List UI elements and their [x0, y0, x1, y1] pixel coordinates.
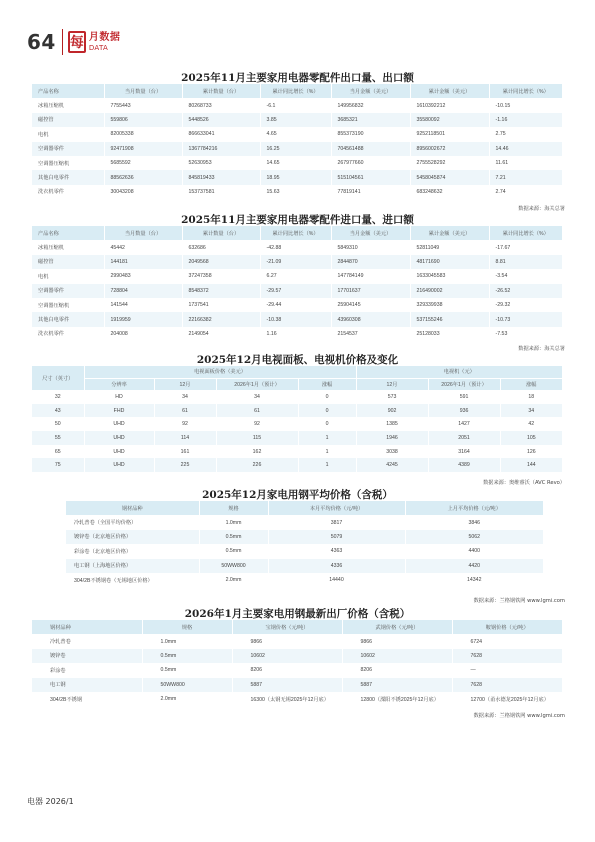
table-cell: 3038 — [356, 445, 428, 459]
table-cell: 34 — [500, 404, 562, 418]
table-cell: 0.5mm — [142, 663, 232, 677]
column-header: 累计金额（美元） — [410, 226, 489, 240]
table-cell: 92 — [154, 417, 216, 431]
column-header: 累计数量（台） — [182, 84, 260, 98]
table-cell: 149956832 — [331, 98, 410, 112]
table-cell: 1946 — [356, 431, 428, 445]
column-header: 鞍钢价格（元/吨） — [452, 620, 562, 634]
column-header: 规格 — [142, 620, 232, 634]
header-divider — [62, 29, 63, 55]
table-cell: 磁控管 — [32, 113, 104, 127]
table-row — [32, 284, 562, 298]
logo-en: DATA — [88, 43, 109, 52]
column-header: 上月平均价格（元/吨） — [405, 501, 543, 515]
table-cell: -6.1 — [260, 98, 331, 112]
table-cell: 43960308 — [331, 312, 410, 326]
table-cell: -10.15 — [489, 98, 562, 112]
size-header: 尺寸（英寸） — [32, 366, 84, 390]
table-cell: 52811049 — [410, 240, 489, 254]
table-cell: 866633041 — [182, 127, 260, 141]
table-cell: UHD — [84, 431, 154, 445]
table-cell: 42 — [500, 417, 562, 431]
table-cell: 4420 — [405, 559, 543, 573]
table-cell: 515104561 — [331, 170, 410, 184]
table-cell: 144 — [500, 458, 562, 472]
table-cell: 573 — [356, 390, 428, 404]
table-cell: 1 — [298, 458, 356, 472]
table-cell: 226 — [216, 458, 298, 472]
table-cell: 5887 — [232, 678, 342, 692]
steel-avg-price-table — [66, 501, 543, 587]
table-cell: 4.65 — [260, 127, 331, 141]
table-cell: 10602 — [342, 649, 452, 663]
table-cell: 4245 — [356, 458, 428, 472]
table-cell: 61 — [154, 404, 216, 418]
table-cell: 4336 — [268, 559, 405, 573]
table-cell: 1633045583 — [410, 269, 489, 283]
table-cell: 1427 — [428, 417, 500, 431]
table-cell: 704561488 — [331, 142, 410, 156]
table-cell: 2.74 — [489, 185, 562, 199]
table-cell: 空调器零件 — [32, 142, 104, 156]
table-cell: 114 — [154, 431, 216, 445]
table-cell: 728804 — [104, 284, 182, 298]
logo-cn: 月数据 — [88, 31, 121, 43]
column-header: 本月平均价格（元/吨） — [268, 501, 405, 515]
table-cell: -7.53 — [489, 327, 562, 341]
table-cell: 162 — [216, 445, 298, 459]
table-cell: 936 — [428, 404, 500, 418]
column-header: 涨幅 — [500, 378, 562, 390]
table-cell: 92471908 — [104, 142, 182, 156]
table-cell: -21.09 — [260, 255, 331, 269]
table-cell: 147784149 — [331, 269, 410, 283]
table-cell: 17701637 — [331, 284, 410, 298]
table-row — [32, 255, 562, 269]
column-header: 分辨率 — [84, 378, 154, 390]
table-cell: 80268733 — [182, 98, 260, 112]
table-cell: 30043208 — [104, 185, 182, 199]
table-cell: -10.38 — [260, 312, 331, 326]
table-cell: 7755443 — [104, 98, 182, 112]
page-footer: 电器 2026/1 — [27, 797, 74, 806]
page-number: 64 — [27, 30, 56, 54]
table-cell: 225 — [154, 458, 216, 472]
table-row — [32, 170, 562, 184]
panel-price-header: 电视面板价格（美元） — [84, 366, 356, 378]
table-cell: -1.16 — [489, 113, 562, 127]
column-header: 累计同比增长（%） — [260, 84, 331, 98]
table-cell: 14.65 — [260, 156, 331, 170]
table-cell: 彩涂卷 — [32, 663, 142, 677]
table-cell: 22166382 — [182, 312, 260, 326]
table-cell: 82005338 — [104, 127, 182, 141]
table-cell: -42.88 — [260, 240, 331, 254]
table-cell: 3164 — [428, 445, 500, 459]
table-cell: 7.21 — [489, 170, 562, 184]
column-header: 宝钢价格（元/吨） — [232, 620, 342, 634]
table-cell: 105 — [500, 431, 562, 445]
table-cell: 902 — [356, 404, 428, 418]
table-cell: 88562636 — [104, 170, 182, 184]
table-cell: 洗衣机零件 — [32, 327, 104, 341]
table-cell: 空调器压缩机 — [32, 298, 104, 312]
column-header: 钢材品种 — [66, 501, 199, 515]
table-cell: 43 — [32, 404, 84, 418]
table-cell: 855373190 — [331, 127, 410, 141]
table-cell: 电机 — [32, 269, 104, 283]
table-row — [32, 327, 562, 341]
table-cell: 115 — [216, 431, 298, 445]
table-cell: 7628 — [452, 649, 562, 663]
table-cell: FHD — [84, 404, 154, 418]
table-row — [32, 142, 562, 156]
table-row — [32, 404, 562, 418]
export-table — [32, 84, 562, 199]
column-header: 累计同比增长（%） — [489, 226, 562, 240]
table-cell: 10602 — [232, 649, 342, 663]
column-header: 累计数量（台） — [182, 226, 260, 240]
table-row — [32, 156, 562, 170]
table-cell: 92 — [216, 417, 298, 431]
tv-price-table — [32, 366, 562, 472]
column-header: 累计同比增长（%） — [489, 84, 562, 98]
table-cell: 8548372 — [182, 284, 260, 298]
table-cell: 冰箱压缩机 — [32, 98, 104, 112]
table-cell: 1 — [298, 431, 356, 445]
column-header: 累计同比增长（%） — [260, 226, 331, 240]
table-cell: 845819433 — [182, 170, 260, 184]
column-header: 涨幅 — [298, 378, 356, 390]
table-cell: 6.27 — [260, 269, 331, 283]
table-cell: 55 — [32, 431, 84, 445]
table-cell: HD — [84, 390, 154, 404]
table-row — [32, 445, 562, 459]
column-header: 产品名称 — [32, 226, 104, 240]
table-cell: 2990483 — [104, 269, 182, 283]
table-cell: 1367784216 — [182, 142, 260, 156]
table-row — [32, 269, 562, 283]
tv-price-header: 电视机（元） — [356, 366, 562, 378]
table-cell: 电机 — [32, 127, 104, 141]
table-cell: 镀锌卷 — [32, 649, 142, 663]
table-cell: 52630953 — [182, 156, 260, 170]
steel-factory-price-table — [32, 620, 562, 706]
column-header: 当月数量（台） — [104, 226, 182, 240]
table-cell: 空调器零件 — [32, 284, 104, 298]
page-header — [27, 27, 120, 57]
table-cell: 冰箱压缩机 — [32, 240, 104, 254]
table-cell: 16300（太钢无锡2025年12月底） — [232, 692, 342, 706]
table-row — [32, 663, 562, 677]
table-cell: 1610392212 — [410, 98, 489, 112]
table-row — [32, 431, 562, 445]
column-header: 武钢价格（元/吨） — [342, 620, 452, 634]
table-cell: 3.85 — [260, 113, 331, 127]
table-cell: — — [452, 663, 562, 677]
table3-source: 数据来源：奥维睿沃（AVC Revo） — [483, 480, 565, 486]
table-cell: 75 — [32, 458, 84, 472]
table-cell: 2154537 — [331, 327, 410, 341]
table-cell: 2755528292 — [410, 156, 489, 170]
table-cell: 32 — [32, 390, 84, 404]
table-cell: 1.16 — [260, 327, 331, 341]
column-header: 12月 — [356, 378, 428, 390]
table-cell: 1737541 — [182, 298, 260, 312]
table-cell: 35580092 — [410, 113, 489, 127]
table-row — [32, 678, 562, 692]
table-cell: 1.0mm — [142, 634, 232, 648]
table-cell: 48171690 — [410, 255, 489, 269]
table-cell: 6724 — [452, 634, 562, 648]
table-cell: 18 — [500, 390, 562, 404]
table-cell: -29.44 — [260, 298, 331, 312]
table-cell: 8956002672 — [410, 142, 489, 156]
table-cell: 11.61 — [489, 156, 562, 170]
table-row — [32, 390, 562, 404]
table-cell: 2051 — [428, 431, 500, 445]
table-cell: 8206 — [232, 663, 342, 677]
table-cell: 2844870 — [331, 255, 410, 269]
table-row — [32, 98, 562, 112]
table-cell: 9866 — [342, 634, 452, 648]
table-row — [32, 417, 562, 431]
table-row — [32, 692, 562, 706]
table-cell: 50WW800 — [142, 678, 232, 692]
table-cell: 3685321 — [331, 113, 410, 127]
table-row — [32, 312, 562, 326]
table-cell: 2149054 — [182, 327, 260, 341]
table-row — [32, 113, 562, 127]
table-cell: 5062 — [405, 530, 543, 544]
table-cell: 12700（甬水德龙2025年12月底） — [452, 692, 562, 706]
table-cell: 4389 — [428, 458, 500, 472]
table-cell: 5849310 — [331, 240, 410, 254]
table-row — [66, 544, 543, 558]
table-cell: 144181 — [104, 255, 182, 269]
logo-mark-icon: 每 — [68, 31, 86, 53]
table-cell: 镀锌卷（北京地区价格） — [66, 530, 199, 544]
table-cell: 34 — [216, 390, 298, 404]
table-cell: 2.0mm — [199, 573, 268, 587]
table-cell: 14440 — [268, 573, 405, 587]
table-cell: 1 — [298, 445, 356, 459]
table-cell: 电工钢 — [32, 678, 142, 692]
table-cell: 8.81 — [489, 255, 562, 269]
table-row — [32, 458, 562, 472]
table-cell: 0.5mm — [142, 649, 232, 663]
table-cell: 126 — [500, 445, 562, 459]
table-cell: 7628 — [452, 678, 562, 692]
table-cell: UHD — [84, 445, 154, 459]
table-cell: 空调器压缩机 — [32, 156, 104, 170]
table-cell: 0 — [298, 390, 356, 404]
table3-title: 2025年12月电视面板、电视机价格及变化 — [196, 354, 399, 366]
column-header: 产品名称 — [32, 84, 104, 98]
table-cell: 683248632 — [410, 185, 489, 199]
table-cell: 25904145 — [331, 298, 410, 312]
table-cell: 电工钢（上海地区价格） — [66, 559, 199, 573]
table-cell: -29.32 — [489, 298, 562, 312]
table-cell: 4363 — [268, 544, 405, 558]
table-cell: 537155246 — [410, 312, 489, 326]
table-cell: 5079 — [268, 530, 405, 544]
table-cell: UHD — [84, 417, 154, 431]
table-cell: 216490002 — [410, 284, 489, 298]
table-cell: 2.0mm — [142, 692, 232, 706]
column-header: 钢材品种 — [32, 620, 142, 634]
table5-source: 数据来源：兰格钢铁网 www.lgmi.com — [473, 713, 565, 719]
table-cell: 5458045874 — [410, 170, 489, 184]
column-header: 12月 — [154, 378, 216, 390]
table-cell: 14342 — [405, 573, 543, 587]
table-cell: 其他白电零件 — [32, 170, 104, 184]
table-cell: 5887 — [342, 678, 452, 692]
table-cell: 50WW800 — [199, 559, 268, 573]
table-cell: 37247358 — [182, 269, 260, 283]
table-cell: 34 — [154, 390, 216, 404]
table4-title: 2025年12月家电用钢平均价格（含税） — [202, 489, 393, 501]
table-cell: 1.0mm — [199, 515, 268, 529]
column-header: 2026年1月（预计） — [216, 378, 298, 390]
table-cell: -26.52 — [489, 284, 562, 298]
table-cell: 14.46 — [489, 142, 562, 156]
table-row — [32, 240, 562, 254]
table-cell: 304/2B不锈钢卷（无锡地区价格） — [66, 573, 199, 587]
table-cell: 161 — [154, 445, 216, 459]
table-row — [32, 298, 562, 312]
table-cell: 5685592 — [104, 156, 182, 170]
table-cell: 16.25 — [260, 142, 331, 156]
table-row — [66, 559, 543, 573]
table-cell: 9866 — [232, 634, 342, 648]
table-cell: 洗衣机零件 — [32, 185, 104, 199]
table-cell: -10.73 — [489, 312, 562, 326]
table-row — [66, 573, 543, 587]
table-cell: 304/2B不锈钢 — [32, 692, 142, 706]
table-cell: 18.95 — [260, 170, 331, 184]
table-cell: 彩涂卷（北京地区价格） — [66, 544, 199, 558]
table-row — [32, 649, 562, 663]
table-cell: 45442 — [104, 240, 182, 254]
table-row — [66, 515, 543, 529]
table-cell: 632686 — [182, 240, 260, 254]
table-cell: 50 — [32, 417, 84, 431]
table-cell: 0.5mm — [199, 544, 268, 558]
table-cell: 153737581 — [182, 185, 260, 199]
table-cell: 1919959 — [104, 312, 182, 326]
table-cell: 15.63 — [260, 185, 331, 199]
table5-title: 2026年1月主要家电用钢最新出厂价格（含税） — [184, 608, 411, 620]
table1-title: 2025年11月主要家用电器零配件出口量、出口额 — [181, 72, 414, 84]
column-header: 当月金额（美元） — [331, 226, 410, 240]
table-cell: 8206 — [342, 663, 452, 677]
table-cell: -17.67 — [489, 240, 562, 254]
magazine-logo — [68, 31, 121, 53]
table-cell: 12800（溧阳不锈2025年12月底） — [342, 692, 452, 706]
table-cell: 冷轧普卷（全国平均价格） — [66, 515, 199, 529]
table-cell: -3.54 — [489, 269, 562, 283]
table-cell: 65 — [32, 445, 84, 459]
import-table — [32, 226, 562, 341]
table-cell: 冷轧普卷 — [32, 634, 142, 648]
table-cell: 204008 — [104, 327, 182, 341]
table-cell: 2049568 — [182, 255, 260, 269]
column-header: 累计金额（美元） — [410, 84, 489, 98]
table-cell: 3817 — [268, 515, 405, 529]
table-cell: -29.57 — [260, 284, 331, 298]
table-cell: 61 — [216, 404, 298, 418]
column-header: 2026年1月（预计） — [428, 378, 500, 390]
column-header: 当月数量（台） — [104, 84, 182, 98]
table-cell: 25128033 — [410, 327, 489, 341]
column-header: 当月金额（美元） — [331, 84, 410, 98]
table-row — [32, 634, 562, 648]
table-cell: 0 — [298, 404, 356, 418]
table-cell: 3846 — [405, 515, 543, 529]
table-cell: 77819141 — [331, 185, 410, 199]
column-header: 规格 — [199, 501, 268, 515]
table1-source: 数据来源：海关总署 — [518, 206, 565, 212]
table-row — [66, 530, 543, 544]
table2-source: 数据来源：海关总署 — [518, 346, 565, 352]
table-cell: 4400 — [405, 544, 543, 558]
table-cell: 1385 — [356, 417, 428, 431]
table-cell: 0 — [298, 417, 356, 431]
table-cell: 141544 — [104, 298, 182, 312]
table-cell: 591 — [428, 390, 500, 404]
table-cell: UHD — [84, 458, 154, 472]
table-cell: 其他白电零件 — [32, 312, 104, 326]
table-cell: 磁控管 — [32, 255, 104, 269]
table-cell: 5448526 — [182, 113, 260, 127]
table-cell: 329339938 — [410, 298, 489, 312]
table4-source: 数据来源：兰格钢铁网 www.lgmi.com — [473, 598, 565, 604]
logo-text — [89, 33, 121, 52]
table-cell: 0.5mm — [199, 530, 268, 544]
table-row — [32, 185, 562, 199]
table-cell: 2.75 — [489, 127, 562, 141]
table-row — [32, 127, 562, 141]
table-cell: 9252118501 — [410, 127, 489, 141]
table2-title: 2025年11月主要家用电器零配件进口量、进口额 — [181, 214, 414, 226]
table-cell: 267977660 — [331, 156, 410, 170]
table-cell: 559806 — [104, 113, 182, 127]
